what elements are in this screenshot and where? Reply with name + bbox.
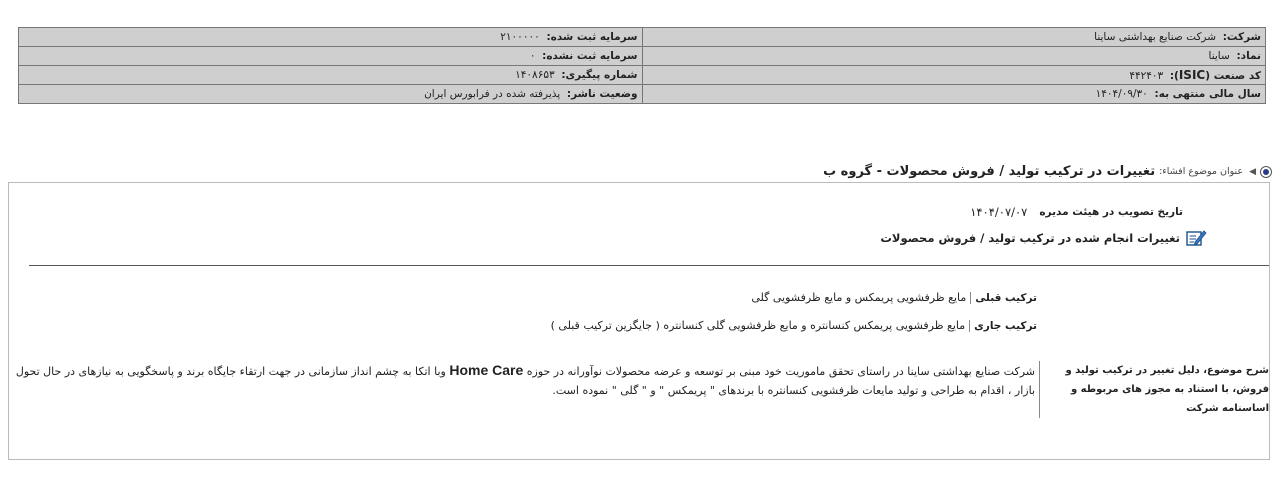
registered-capital-label: سرمایه ثبت شده: xyxy=(546,31,638,43)
symbol-label: نماد: xyxy=(1236,50,1261,62)
publisher-status-value: پذیرفته شده در فرابورس ایران xyxy=(424,88,561,100)
subject-label: عنوان موضوع افشاء: xyxy=(1159,166,1244,177)
unregistered-capital-cell xyxy=(19,47,643,66)
tracking-cell xyxy=(19,66,643,85)
info-row-fiscal-year xyxy=(19,85,1266,104)
symbol-cell xyxy=(642,47,1266,66)
company-value: شرکت صنایع بهداشتی ساینا xyxy=(1094,31,1217,43)
fiscal-year-cell xyxy=(642,85,1266,104)
tracking-value: ۱۴۰۸۶۵۳ xyxy=(515,69,555,81)
previous-mix-row xyxy=(751,291,1037,304)
approval-date xyxy=(970,205,1183,219)
radio-bullet-icon xyxy=(1260,166,1272,178)
section-header xyxy=(880,229,1207,247)
publisher-status-label: وضعیت ناشر: xyxy=(566,88,638,100)
edit-document-icon xyxy=(1185,229,1207,247)
isic-cell xyxy=(642,66,1266,85)
isic-label xyxy=(1170,70,1261,82)
current-mix-value: مایع ظرفشویی پریمکس کنسانتره و مایع ظرفشویی گلی کنسانتره ( جایگزین ترکیب قبلی ) xyxy=(550,319,966,332)
details-panel xyxy=(8,182,1270,460)
description-text-part1: شرکت صنایع بهداشتی ساینا در راستای تحقق ماموریت خود مبنی بر توسعه و عرضه محصولات نوآورانه در حوزه xyxy=(526,365,1035,378)
section-title: تغییرات انجام شده در ترکیب تولید / فروش محصولات xyxy=(880,231,1180,245)
description-text-part2: وبا اتکا به چشم انداز سازمانی در جهت ارتقاء جایگاه برند و پاسخگویی به نیازهای در حال تحول بازار ، اقدام به طراحی و تولید مایعات ظرفشویی کنسانتره با برندهای " پریمکس " و " گلی " نموده است. xyxy=(15,365,1035,397)
approval-date-value: ۱۴۰۴/۰۷/۰۷ xyxy=(970,205,1028,219)
approval-date-label: تاریخ تصویب در هیئت مدیره xyxy=(1039,206,1183,218)
arrow-left-icon: ◀ xyxy=(1249,166,1256,177)
registered-capital-value: ۲۱۰۰۰۰۰ xyxy=(500,31,540,43)
previous-mix-label: ترکیب قبلی xyxy=(970,292,1037,304)
registered-capital-cell xyxy=(19,28,643,47)
disclosure-subject xyxy=(823,164,1272,179)
tracking-label: شماره پیگیری: xyxy=(561,69,638,81)
fiscal-year-label: سال مالی منتهی به: xyxy=(1154,88,1261,100)
isic-label-bold: ISIC xyxy=(1178,68,1206,82)
section-divider xyxy=(29,265,1269,266)
company-label: شرکت: xyxy=(1222,31,1261,43)
info-row-symbol xyxy=(19,47,1266,66)
symbol-value: ساینا xyxy=(1208,50,1230,62)
company-info-table xyxy=(18,27,1266,104)
unregistered-capital-value: ۰ xyxy=(529,50,536,62)
info-row-isic xyxy=(19,66,1266,85)
current-mix-row xyxy=(551,319,1037,332)
description-row xyxy=(7,361,1269,418)
description-value xyxy=(7,361,1035,418)
fiscal-year-value: ۱۴۰۴/۰۹/۳۰ xyxy=(1095,88,1148,100)
isic-label-post: ): xyxy=(1169,70,1179,82)
previous-mix-value: مایع ظرفشویی پریمکس و مایع ظرفشویی گلی xyxy=(751,291,967,304)
description-label: شرح موضوع، دلیل تغییر در ترکیب تولید و فروش، با استناد به مجوز های مربوطه و اساسنامه شرکت xyxy=(1039,361,1269,418)
unregistered-capital-label: سرمایه ثبت نشده: xyxy=(542,50,638,62)
publisher-status-cell xyxy=(19,85,643,104)
company-cell xyxy=(642,28,1266,47)
info-row-company xyxy=(19,28,1266,47)
isic-value: ۴۴۲۴۰۳ xyxy=(1129,70,1164,82)
isic-label-pre: کد صنعت ( xyxy=(1205,70,1261,82)
subject-value: تغییرات در ترکیب تولید / فروش محصولات - گروه ب xyxy=(823,164,1156,179)
current-mix-label: ترکیب جاری xyxy=(969,320,1037,332)
description-text-english: Home Care xyxy=(449,362,524,378)
